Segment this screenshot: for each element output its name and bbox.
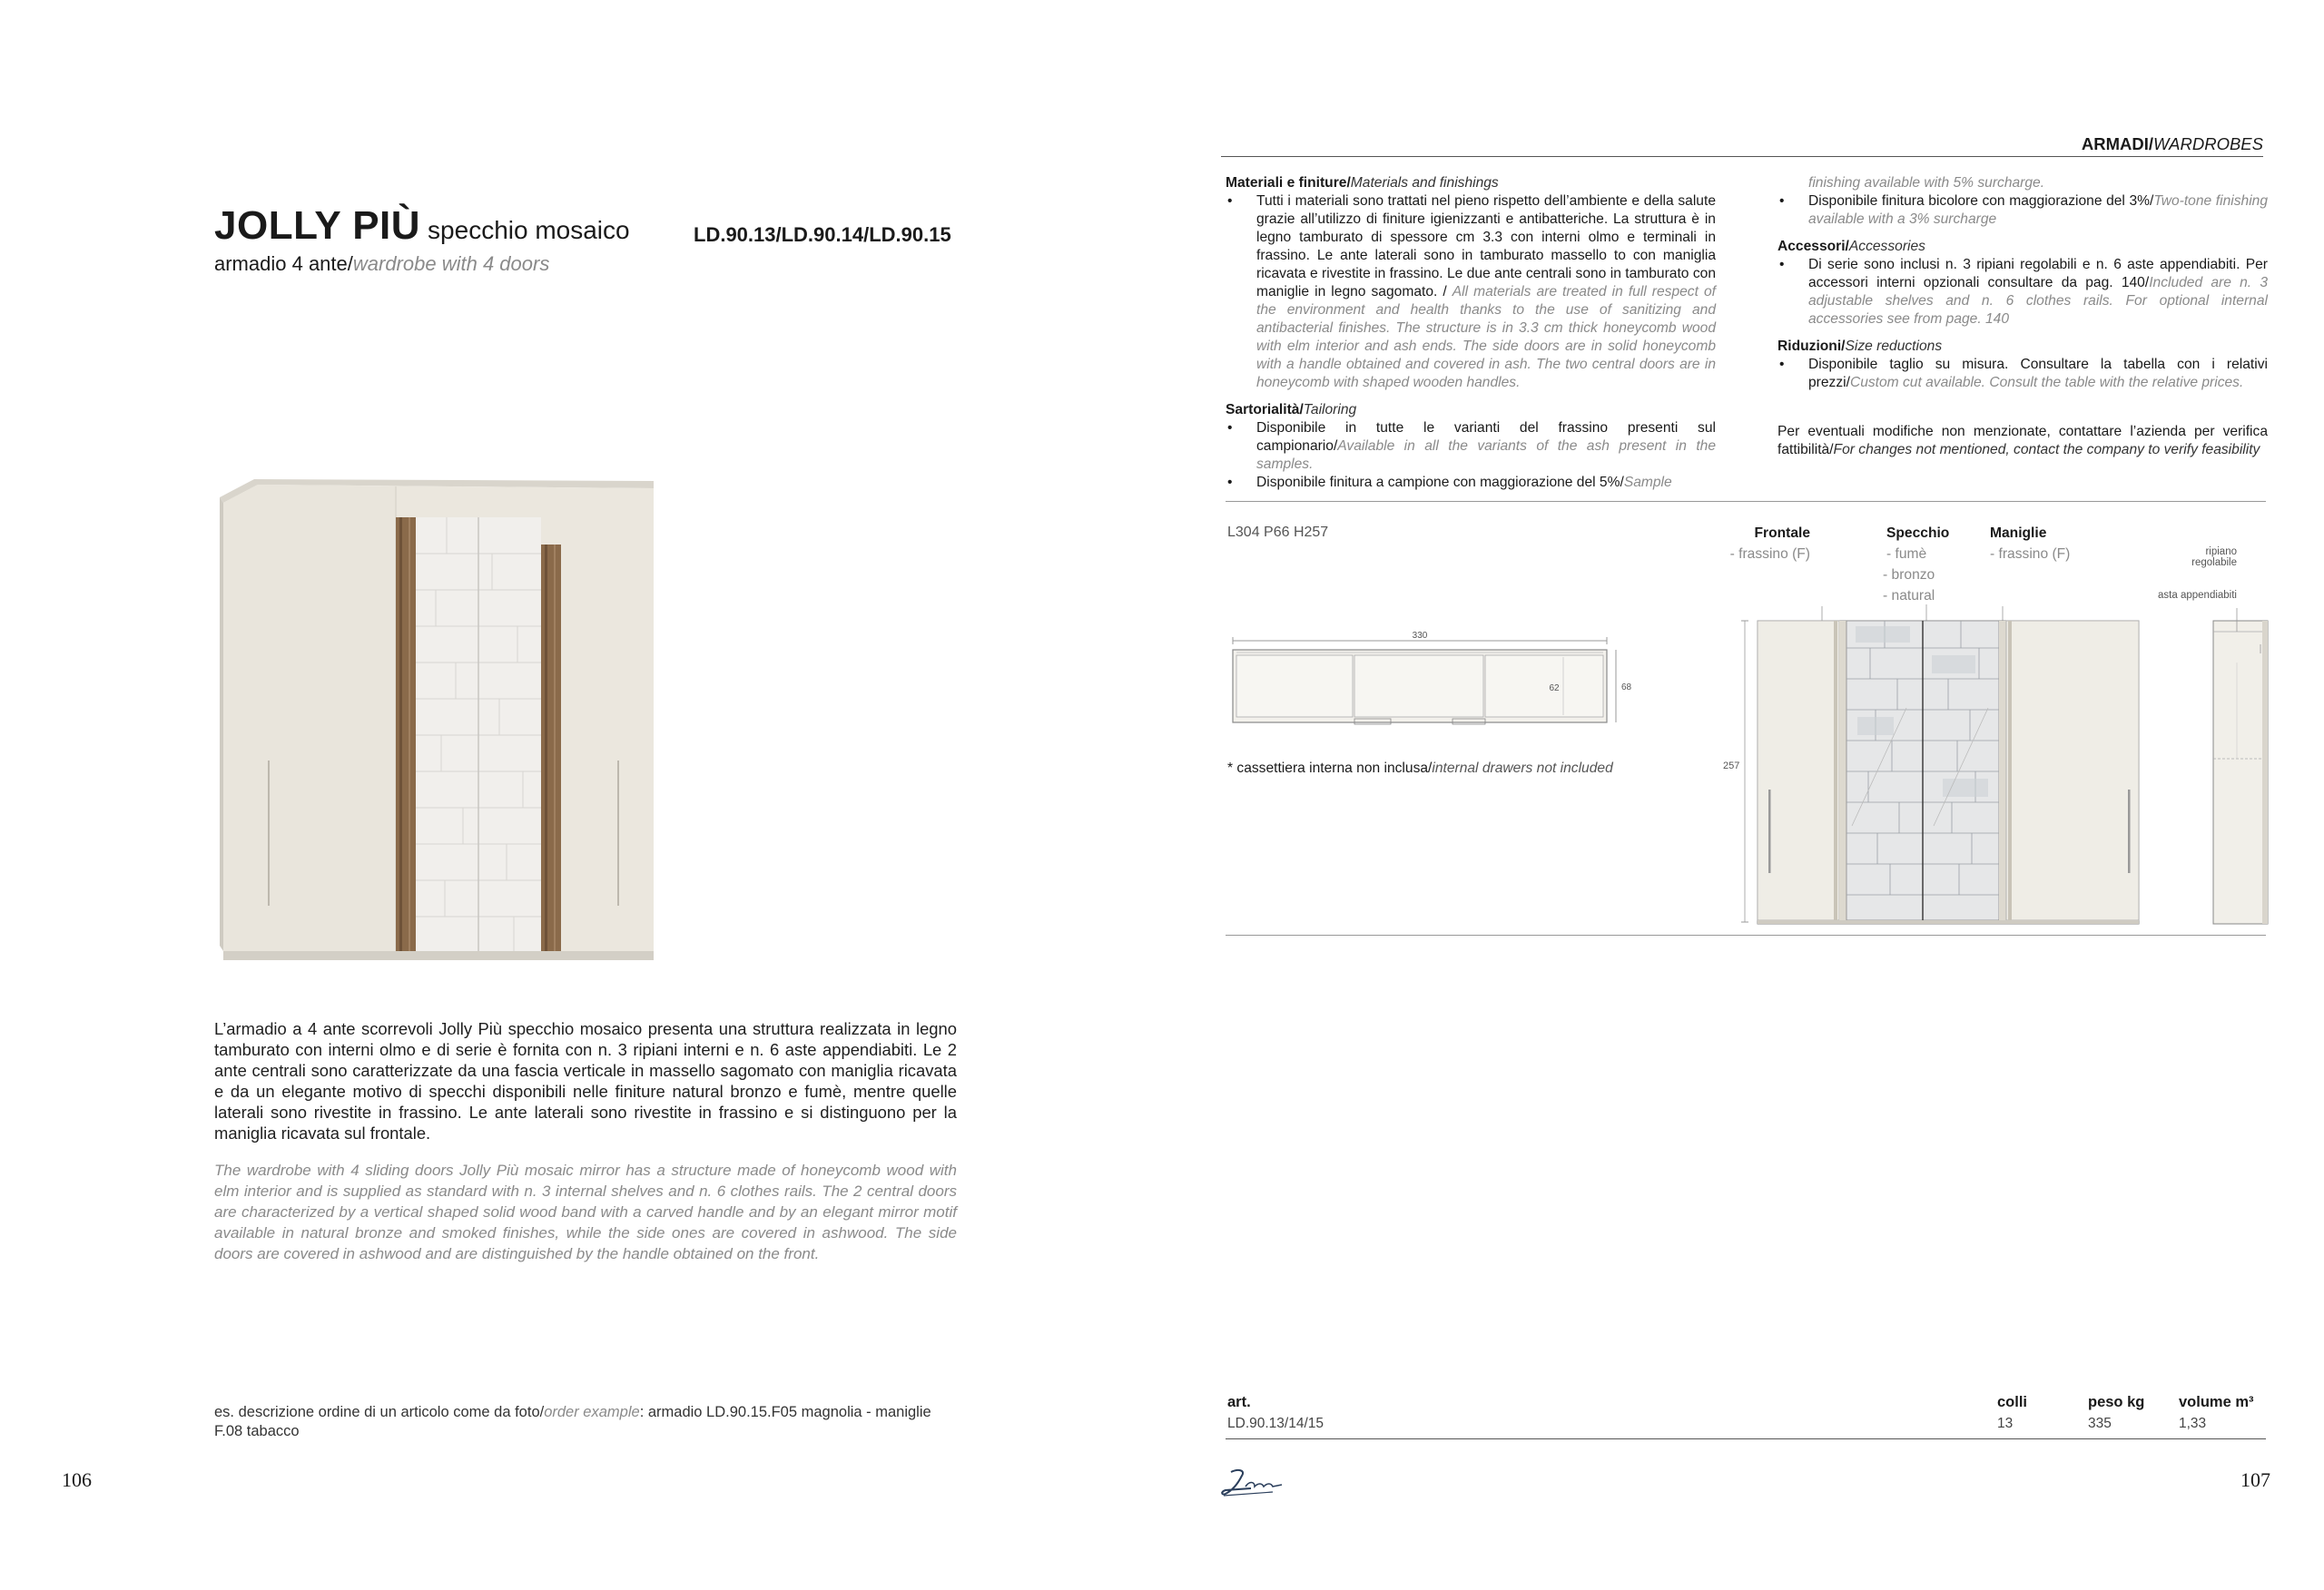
product-type-en: wardrobe with 4 doors (352, 252, 550, 275)
page-number-left: 106 (62, 1468, 92, 1491)
product-variant: specchio mosaico (428, 216, 630, 244)
changes-note: Per eventuali modifiche non menzionate, contattare l’azienda per verifica fattibilità/For changes not mentioned, contact the company to verify feasibility (1777, 424, 2268, 457)
options-frontale-item: - frassino (F) (1729, 546, 1810, 562)
order-example-text: : armadio LD.90.15.F05 magnolia - maniglie F.08 tabacco (214, 1404, 931, 1439)
drawing-divider (1226, 935, 2266, 936)
table-cell-colli: 13 (1997, 1416, 2014, 1431)
options-specchio-item: - natural (1883, 588, 1935, 604)
plan-view-drawing (1226, 624, 1632, 733)
page-number-right: 107 (2240, 1468, 2270, 1491)
section-divider (1226, 501, 2266, 502)
accessories-bullet: • Di serie sono inclusi n. 3 ripiani regolabili e n. 6 aste appendiabiti. Per accessori interni opzionali consultare da pag. 140/Included are n. 3 adjustable shelves and n. 6 clothes rails. For optional internal accessories see from page. 140 (1779, 257, 2269, 327)
specs-column-right (1777, 174, 2268, 459)
product-type (214, 252, 549, 276)
table-cell-art: LD.90.13/14/15 (1227, 1416, 1324, 1431)
plan-depth-inner-label: 62 (1549, 683, 1560, 693)
tailoring-bullet-1: • Disponibile in tutte le varianti del frassino presenti sul campionario/Available in all the variants of the ash present in the samples. (1227, 420, 1716, 472)
options-specchio (1874, 523, 1986, 606)
table-cell-volume: 1,33 (2179, 1416, 2207, 1431)
plan-depth-outer-label: 68 (1621, 682, 1632, 692)
reductions-heading: Riduzioni/Size reductions (1777, 339, 1943, 354)
tailoring-bullet-3: • Disponibile finitura bicolore con maggiorazione del 3%/Two-tone finishing available with a 3% surcharge (1779, 193, 2269, 227)
description-en: The wardrobe with 4 sliding doors Jolly Più mosaic mirror has a structure made of honeycomb wood with elm interior and is supplied as standard with n. 3 internal shelves and n. 6 clothes rails. The 2 central doors are characterized by a vertical shaped solid wood band with a carved handle and by an elegant mirror motif available in natural bronze and smoked finishes, while the side ones are covered in ashwood. The side doors are covered in ashwood and are distinguished by the handle obtained on the front. (214, 1162, 957, 1262)
rail-label: asta appendiabiti (2158, 590, 2237, 601)
options-frontale (1723, 523, 1810, 564)
section-header (1221, 134, 2263, 154)
table-header-colli: colli (1997, 1394, 2028, 1410)
elevation-drawing (1698, 599, 2274, 928)
table-header-volume: volume m³ (2179, 1394, 2254, 1410)
dimensions-text: L304 P66 H257 (1227, 525, 1329, 540)
materials-bullet: • Tutti i materiali sono trattati nel pieno rispetto dell’ambiente e della salute grazie all’utilizzo di finiture igienizzanti e antibatteriche. La struttura è in legno tamburato di spessore cm 3.3 con interni olmo e terminali in frassino. Le ante laterali sono in tamburato massello to con maniglia ricavata e rivestite in frassino. Le due ante centrali sono in tamburato con maniglie in legno sagomato. / All materials are treated in full respect of the environment and health thanks to the use of sanitizing and antibacterial finishes. The structure is in 3.3 cm thick honeycomb wood with elm interior and ash ends. The side doors are in solid honeycomb with a handle obtained and covered in ash. The two central doors are in honeycomb with shaped wooden handles. (1227, 193, 1716, 390)
options-specchio-title: Specchio (1886, 525, 1950, 541)
options-maniglie (1990, 523, 2090, 564)
accessories-heading: Accessori/Accessories (1777, 239, 1925, 254)
options-specchio-item: - bronzo (1883, 567, 1935, 583)
description-it: L’armadio a 4 ante scorrevoli Jolly Più specchio mosaico presenta una struttura realizzata in legno tamburato con interni olmo e di serie è fornita con n. 3 ripiani interni e n. 6 aste appendiabiti. Le 2 ante centrali sono caratterizzate da una fascia verticale in massello sagomato con maniglia ricavata e da un elegante motivo di specchi disponibili nelle finiture natural bronzo e fumè, mentre quelle laterali sono rivestite in frassino. Le ante laterali sono rivestite in frassino e si distinguono per la maniglia ricavata sul frontale. (214, 1019, 957, 1143)
table-row (1226, 1416, 2266, 1434)
product-codes: LD.90.13/LD.90.14/LD.90.15 (694, 223, 951, 246)
table-header (1226, 1394, 2266, 1412)
section-header-en: WARDROBES (2153, 134, 2263, 153)
options-frontale-title: Frontale (1754, 525, 1810, 541)
materials-heading: Materiali e finiture/Materials and finishings (1226, 175, 1499, 191)
header-divider (1221, 156, 2263, 157)
product-type-it: armadio 4 ante/ (214, 252, 353, 275)
specs-column-left (1226, 174, 1716, 492)
tailoring-heading: Sartorialità/Tailoring (1226, 402, 1357, 417)
wardrobe-photo (218, 479, 654, 966)
options-maniglie-title: Maniglie (1990, 525, 2047, 541)
order-example-prefix: es. descrizione ordine di un articolo come da foto/ (214, 1404, 545, 1420)
order-example-label: order example (544, 1404, 640, 1420)
drawers-note: * cassettiera interna non inclusa/internal drawers not included (1227, 761, 1613, 776)
product-name: JOLLY PIÙ (214, 203, 421, 248)
brand-logo-signature (1218, 1465, 1291, 1501)
tailoring-bullet-2: • Disponibile finitura a campione con maggiorazione del 5%/Sample (1227, 475, 1672, 490)
options-maniglie-item: - frassino (F) (1990, 546, 2071, 562)
table-header-peso: peso kg (2088, 1394, 2145, 1410)
table-header-art: art. (1227, 1394, 1251, 1410)
tailoring-bullet-2-cont: finishing available with 5% surcharge. (1808, 175, 2045, 191)
product-title (214, 203, 630, 249)
reductions-bullet: • Disponibile taglio su misura. Consultare la tabella con i relativi prezzi/Custom cut available. Consult the table with the relative prices. (1779, 357, 2268, 390)
table-divider (1226, 1438, 2266, 1439)
options-specchio-item: - fumè (1886, 546, 1927, 562)
plan-width-label: 330 (1412, 631, 1428, 641)
section-header-it: ARMADI/ (2081, 134, 2154, 153)
shelf-label: ripiano regolabile (2191, 546, 2237, 568)
elevation-height-label: 257 (1723, 761, 1740, 771)
table-cell-peso: 335 (2088, 1416, 2112, 1431)
order-example (214, 1403, 959, 1441)
